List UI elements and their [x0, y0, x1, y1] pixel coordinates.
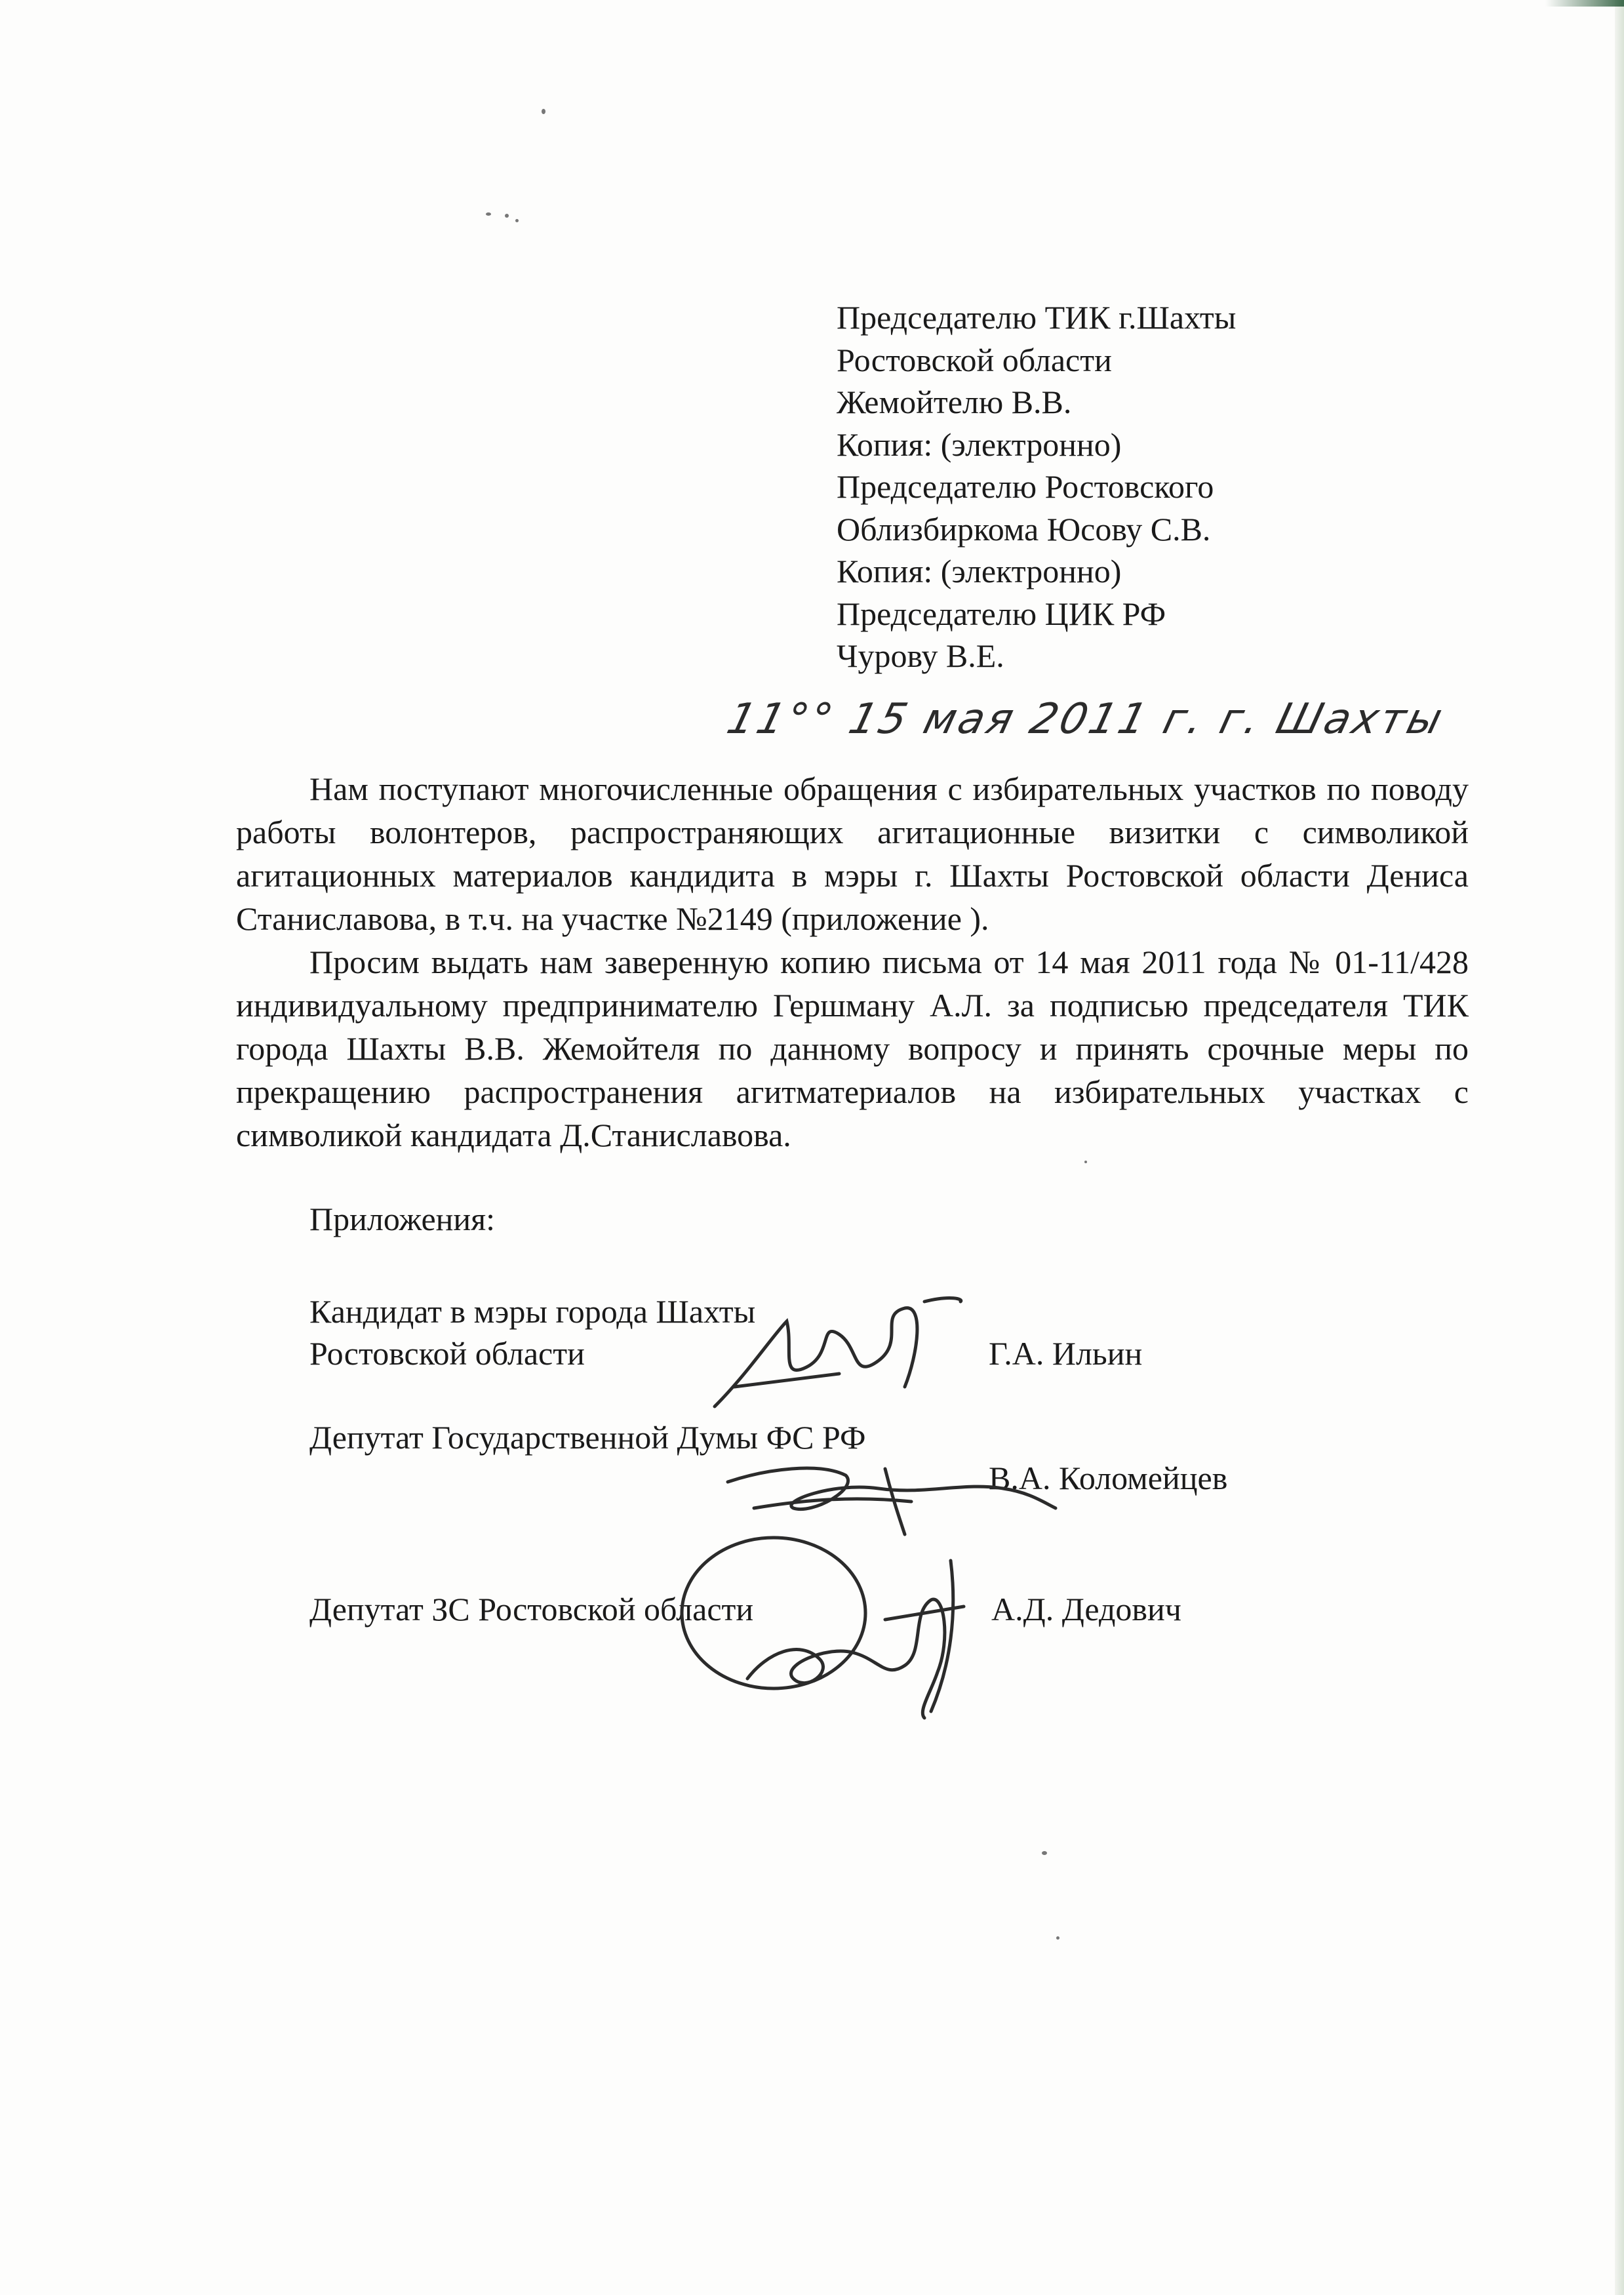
- scan-speck: [542, 109, 545, 114]
- addressee-line: Ростовской области: [837, 341, 1112, 378]
- signatory-2-role-line: Депутат Государственной Думы ФС РФ: [309, 1419, 866, 1456]
- signatory-3-role-line: Депутат ЗС Ростовской области: [309, 1591, 754, 1627]
- handwritten-date-text: 11°° 15 мая 2011 г. г. Шахты: [722, 694, 1450, 744]
- scan-edge: [1615, 0, 1624, 2295]
- signatory-1-role-line: Ростовской области: [309, 1335, 585, 1372]
- signatory-3-name: А.Д. Дедович: [991, 1591, 1181, 1627]
- signatory-1-role-line: Кандидат в мэры города Шахты: [309, 1293, 756, 1330]
- signature-1: [708, 1295, 970, 1420]
- addressee-line: Жемойтелю В.В.: [837, 384, 1072, 420]
- body-paragraph-1: Нам поступают многочисленные обращения с избирательных участков по поводу работы волонтеров, распространяющих агитационные визитки с символикой агитационных материалов кандидита в мэры г. Шахты Ростовской области Дениса Станиславова, в т.ч. на участке №2149 (приложение ).: [236, 770, 1469, 937]
- scan-speck: [486, 212, 491, 216]
- letter-body: [236, 767, 1469, 1157]
- addressee-block: [837, 296, 1236, 677]
- addressee-line: Председателю ТИК г.Шахты: [837, 299, 1237, 336]
- signatory-1-name: Г.А. Ильин: [989, 1335, 1143, 1372]
- signatory-2-name: В.А. Коломейцев: [989, 1460, 1228, 1496]
- scan-speck: [1056, 1936, 1060, 1940]
- handwritten-date-note: [718, 682, 1472, 754]
- attachments-label: Приложения:: [309, 1201, 496, 1237]
- scan-speck: [515, 219, 519, 222]
- scan-edge-top: [1545, 0, 1624, 7]
- addressee-line: Чурову В.Е.: [837, 637, 1004, 674]
- addressee-line: Председателю Ростовского: [837, 468, 1214, 505]
- scan-speck: [1042, 1851, 1047, 1855]
- signature-3: [669, 1521, 1010, 1725]
- addressee-line: Копия: (электронно): [837, 426, 1122, 463]
- body-paragraph-2: Просим выдать нам заверенную копию письма от 14 мая 2011 года № 01-11/428 индивидуальному предпринимателю Гершману А.Л. за подписью председателя ТИК города Шахты В.В. Жемойтеля по данному вопросу и принять срочные меры по прекращению распространения агитматериалов на избирательных участках с символикой кандидата Д.Станиславова.: [236, 944, 1469, 1153]
- signatory-1-role: [309, 1290, 755, 1374]
- scan-speck: [1084, 1161, 1087, 1163]
- addressee-line: Копия: (электронно): [837, 553, 1122, 589]
- scan-speck: [505, 214, 509, 218]
- addressee-line: Облизбиркома Юсову С.В.: [837, 510, 1211, 548]
- addressee-line: Председателю ЦИК РФ: [837, 595, 1166, 632]
